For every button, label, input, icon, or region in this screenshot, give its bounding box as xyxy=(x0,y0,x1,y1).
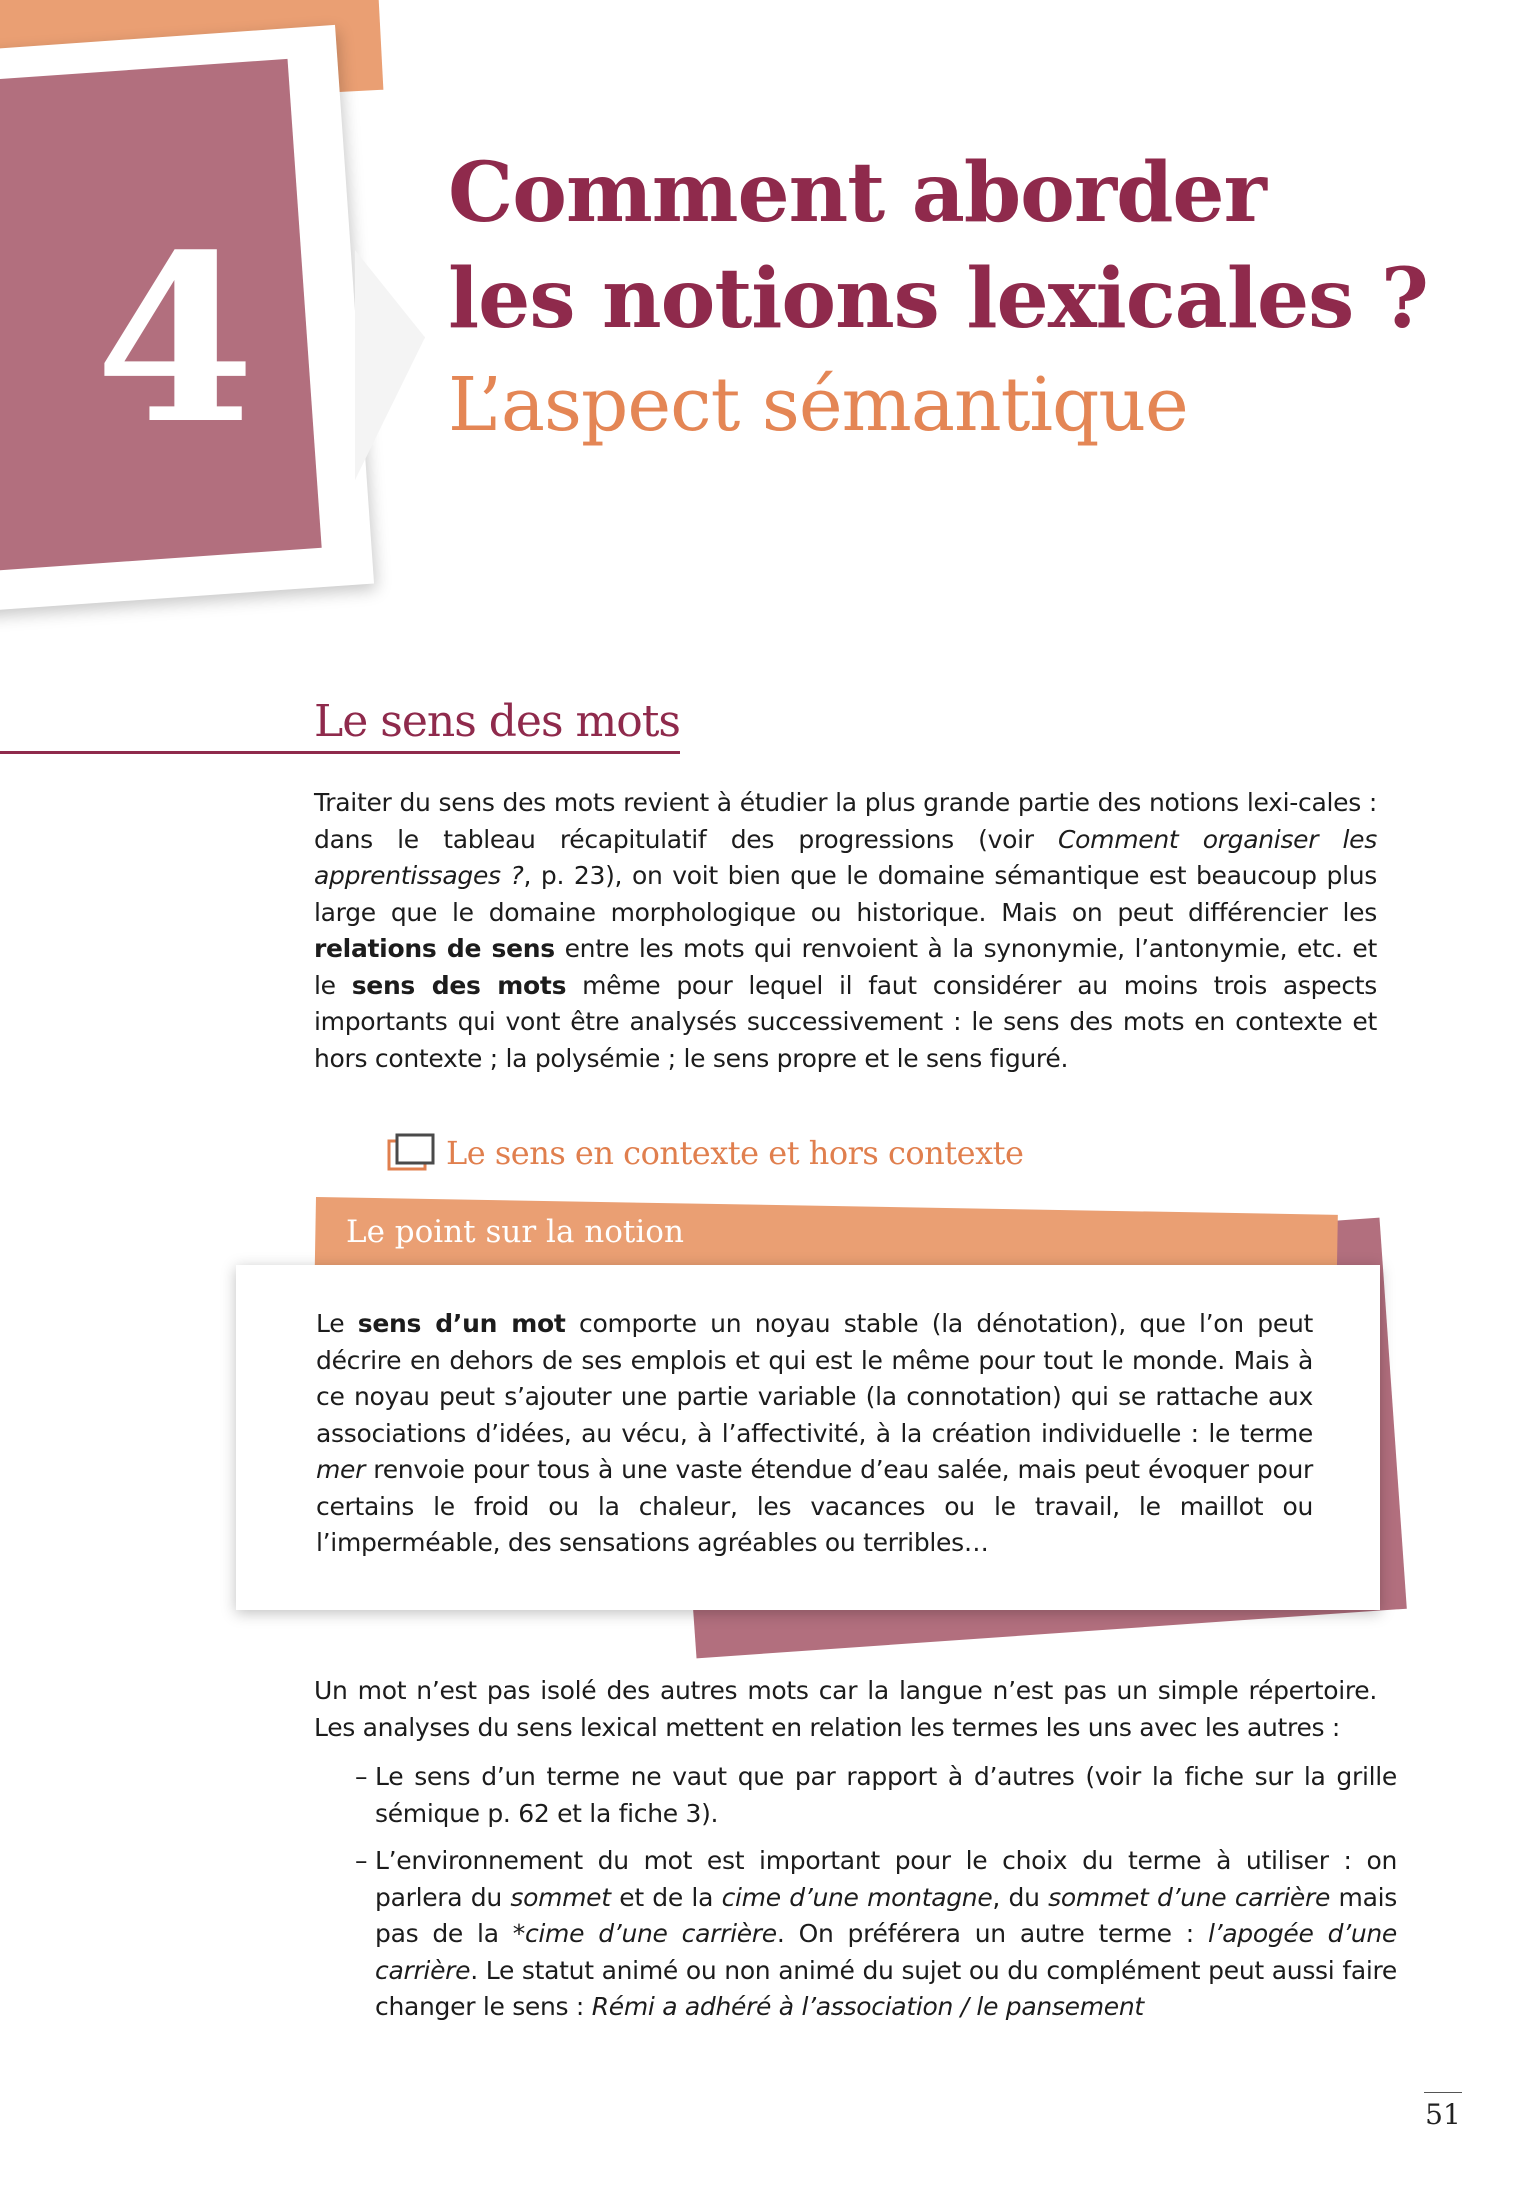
page-number-rule xyxy=(1424,2092,1462,2093)
header-frame-flap xyxy=(355,250,425,480)
subsection-title: Le sens en contexte et hors contexte xyxy=(446,1134,1024,1172)
notion-box-label: Le point sur la notion xyxy=(346,1214,684,1250)
section-underline xyxy=(0,751,680,754)
chapter-number: 4 xyxy=(94,205,256,475)
list-dash: – xyxy=(355,1846,368,1875)
chapter-title-line-1: Comment aborder xyxy=(448,145,1266,241)
relations-paragraph: Un mot n’est pas isolé des autres mots car la langue n’est pas un simple répertoire. Les analyses du sens lexical mettent en relation les termes les uns avec les autres : xyxy=(314,1676,1377,1742)
chapter-subtitle: L’aspect sémantique xyxy=(448,362,1188,448)
frames-icon xyxy=(387,1133,439,1173)
list-item: – Le sens d’un terme ne vaut que par rapport à d’autres (voir la fiche sur la grille sémique p. 62 et la fiche 3). xyxy=(355,1759,1397,1832)
chapter-title-line-2: les notions lexicales ? xyxy=(448,251,1428,347)
intro-paragraph: Traiter du sens des mots revient à étudier la plus grande partie des notions lexi-cales : dans le tableau récapitulatif des progressions (voir Comment organiser les apprentissages ?, p. 23), on voit bien que le domaine sémantique est beaucoup plus large que le domaine morphologique ou historique. Mais on peut différencier les relations de sens entre les mots qui renvoient à la synonymie, l’antonymie, etc. et le sens des mots même pour lequel il faut considérer au moins trois aspects importants qui vont être analysés successivement : le sens des mots en contexte et hors contexte ; la polysémie ; le sens propre et le sens figuré. xyxy=(314,788,1378,1073)
list-dash: – xyxy=(355,1762,368,1791)
list-item: – L’environnement du mot est important pour le choix du terme à utiliser : on parlera du sommet et de la cime d’une montagne, du sommet d’une carrière mais pas de la *cime d’une carrière. On préférera un autre terme : l’apogée d’une carrière. Le statut animé ou non animé du sujet ou du complément peut aussi faire changer le sens : Rémi a adhéré à l’association / le pansement xyxy=(355,1843,1397,2026)
section-title: Le sens des mots xyxy=(314,696,681,747)
page-number: 51 xyxy=(1425,2098,1461,2131)
notion-box-text: Le sens d’un mot comporte un noyau stable (la dénotation), que l’on peut décrire en dehors de ses emplois et qui est le même pour tout le monde. Mais à ce noyau peut s’ajouter une partie variable (la connotation) qui se rattache aux associations d’idées, au vécu, à l’affectivité, à la création individuelle : le terme mer renvoie pour tous à une vaste étendue d’eau salée, mais peut évoquer pour certains le froid ou la chaleur, les vacances ou le travail, le maillot ou l’imperméable, des sensations agréables ou terribles… xyxy=(316,1309,1314,1557)
